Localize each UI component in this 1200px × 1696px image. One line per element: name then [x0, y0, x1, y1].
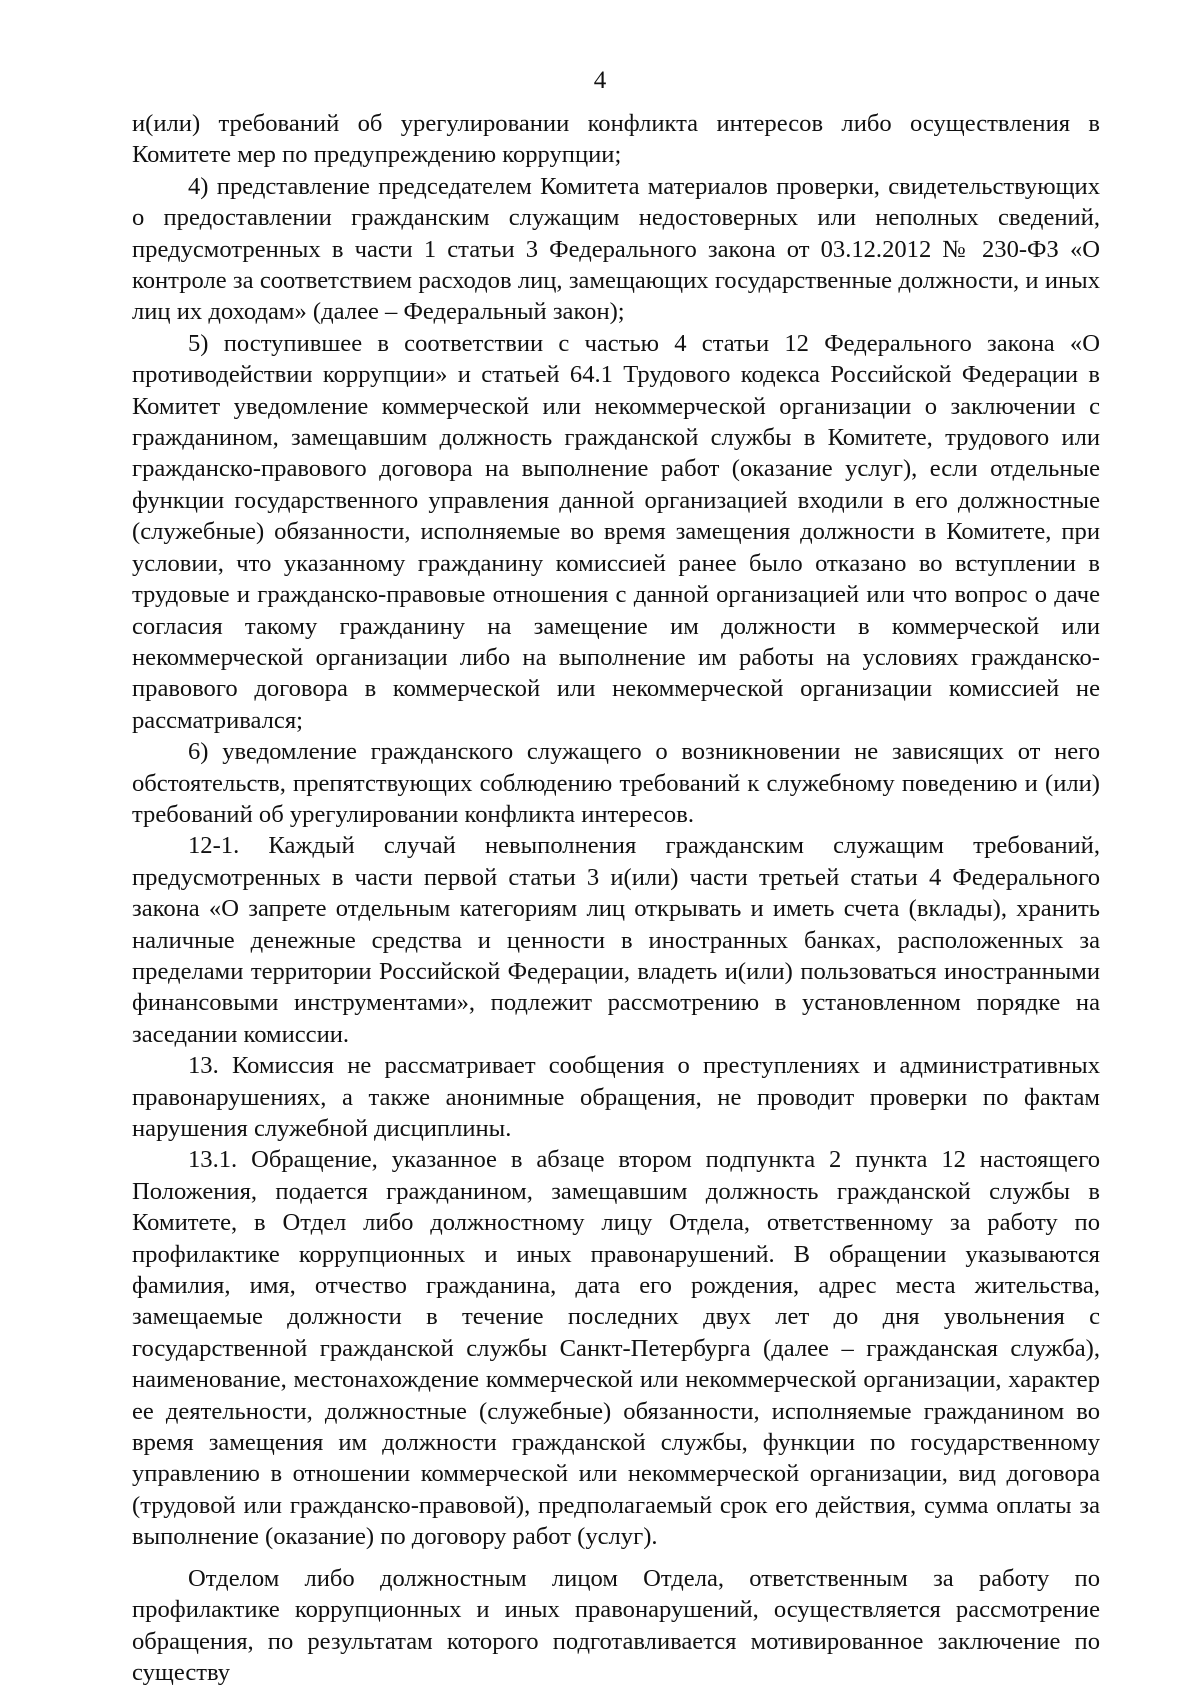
paragraph-13: 13. Комиссия не рассматривает сообщения о преступлениях и административных правонарушениях, а также анонимные обращения, не проводит проверки по фактам нарушения служебной дисциплины. — [132, 1052, 1100, 1142]
paragraph-item-4: 4) представление председателем Комитета материалов проверки, свидетельствующих о предоставлении гражданским служащим недостоверных или неполных сведений, предусмотренных в части 1 статьи 3 Федерального закона от 03.12.2012 № 230-ФЗ «О контроле за соответствием расходов лиц, замещающих государственные должности, и иных лиц их доходам» (далее – Федеральный закон); — [132, 172, 1100, 326]
paragraph-13-1: 13.1. Обращение, указанное в абзаце втором подпункта 2 пункта 12 настоящего Положения, подается гражданином, замещавшим должность гражданской службы в Комитете, в Отдел либо должностному лицу Отдела, ответственному за работу по профилактике коррупционных и иных правонарушений. В обращении указываются фамилия, имя, отчество гражданина, дата его рождения, адрес места жительства, замещаемые должности в течение последних двух лет до дня увольнения с государственной гражданской службы Санкт-Петербурга (далее – гражданская служба), наименование, местонахождение коммерческой или некоммерческой организации, характер ее деятельности, должностные (служебные) обязанности, исполняемые гражданином во время замещения им должности гражданской службы, функции по государственному управлению в отношении коммерческой или некоммерческой организации, вид договора (трудовой или гражданско-правовой), предполагаемый срок его действия, сумма оплаты за выполнение (оказание) по договору работ (услуг). — [132, 1146, 1100, 1551]
document-body — [132, 108, 1100, 1688]
paragraph-continuation: и(или) требований об урегулировании конфликта интересов либо осуществления в Комитете мер по предупреждению коррупции; — [132, 110, 1100, 169]
paragraph-department-review: Отделом либо должностным лицом Отдела, ответственным за работу по профилактике коррупционных и иных правонарушений, осуществляется рассмотрение обращения, по результатам которого подготавливается мотивированное заключение по существу — [132, 1564, 1100, 1686]
paragraph-item-5: 5) поступившее в соответствии с частью 4 статьи 12 Федерального закона «О противодействии коррупции» и статьей 64.1 Трудового кодекса Российской Федерации в Комитет уведомление коммерческой или некоммерческой организации о заключении с гражданином, замещавшим должность гражданской службы в Комитете, трудового или гражданско-правового договора на выполнение работ (оказание услуг), если отдельные функции государственного управления данной организацией входили в его должностные (служебные) обязанности, исполняемые во время замещения должности в Комитете, при условии, что указанному гражданину комиссией ранее было отказано во вступлении в трудовые и гражданско-правовые отношения с данной организацией или что вопрос о даче согласия такому гражданину на замещение им должности в коммерческой или некоммерческой организации либо на выполнение им работы на условиях гражданско-правового договора в коммерческой или некоммерческой организации комиссией не рассматривался; — [132, 329, 1100, 734]
paragraph-12-1: 12-1. Каждый случай невыполнения гражданским служащим требований, предусмотренных в части первой статьи 3 и(или) части третьей статьи 4 Федерального закона «О запрете отдельным категориям лиц открывать и иметь счета (вклады), хранить наличные денежные средства и ценности в иностранных банках, расположенных за пределами территории Российской Федерации, владеть и(или) пользоваться иностранными финансовыми инструментами», подлежит рассмотрению в установленном порядке на заседании комиссии. — [132, 832, 1100, 1048]
page-number: 4 — [593, 67, 607, 94]
paragraph-item-6: 6) уведомление гражданского служащего о возникновении не зависящих от него обстоятельств, препятствующих соблюдению требований к служебному поведению и (или) требований об урегулировании конфликта интересов. — [132, 738, 1100, 828]
